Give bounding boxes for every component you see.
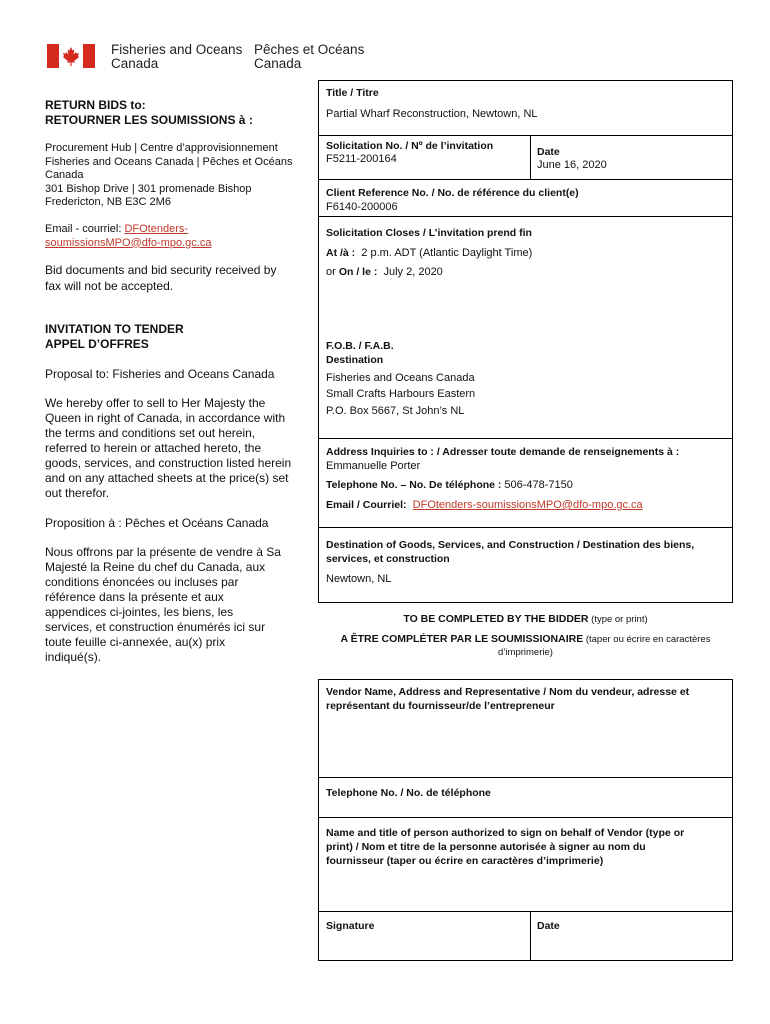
telephone bbox=[326, 478, 573, 492]
dept-en-line2: Canada bbox=[111, 56, 159, 71]
divider bbox=[318, 817, 733, 818]
dept-fr-line1: Pêches et Océans bbox=[254, 42, 365, 57]
vendor-label: Vendor Name, Address and Representative / Nom du vendeur, adresse et bbox=[326, 686, 690, 698]
contact-email-label: Email / Courriel: bbox=[326, 499, 407, 511]
offer-fr bbox=[45, 545, 307, 665]
fob-destination-label: Destination bbox=[326, 354, 384, 366]
contact-email bbox=[326, 498, 643, 512]
destination-value: Newtown, NL bbox=[326, 573, 392, 585]
inquiries-label: Address Inquiries to : / Adresser toute demande de renseignements à : bbox=[326, 446, 680, 458]
bidder-notice-en-note: (type or print) bbox=[588, 614, 648, 625]
offer-en bbox=[45, 396, 307, 501]
dept-en-line1: Fisheries and Oceans bbox=[111, 42, 243, 57]
divider bbox=[318, 438, 733, 439]
authorized-person-label-cont: fournisseur (taper ou écrire en caractères d’imprimerie) bbox=[326, 855, 604, 867]
email-label: Email - courriel: bbox=[45, 223, 125, 235]
telephone-value: 506-478-7150 bbox=[504, 479, 573, 491]
address-line: Canada bbox=[45, 169, 84, 181]
inquiries-value: Emmanuelle Porter bbox=[326, 460, 421, 472]
return-email bbox=[45, 223, 307, 250]
vendor-label-cont: représentant du fournisseur/de l’entrepreneur bbox=[326, 700, 555, 712]
fob-label: F.O.B. / F.A.B. bbox=[326, 340, 394, 352]
proposal-en: Proposal to: Fisheries and Oceans Canada bbox=[45, 367, 275, 381]
fax-note-line: Bid documents and bid security received by bbox=[45, 263, 277, 277]
invitation-title-en: INVITATION TO TENDER bbox=[45, 322, 184, 336]
address-line: Fisheries and Oceans Canada | Pêches et Océans bbox=[45, 155, 293, 168]
email-link-cont[interactable]: soumissionsMPO@dfo-mpo.gc.ca bbox=[45, 236, 212, 249]
on-label: On / le : bbox=[338, 266, 378, 278]
solicitation-closes-label: Solicitation Closes / L’invitation prend fin bbox=[326, 227, 532, 239]
fob-value: P.O. Box 5667, St John’s NL bbox=[326, 405, 465, 417]
canada-flag-icon bbox=[47, 44, 95, 68]
offer-line: appendices ci-jointes, les biens, les bbox=[45, 605, 234, 619]
fax-note-line: fax will not be accepted. bbox=[45, 279, 174, 293]
divider bbox=[318, 911, 733, 912]
offer-line: référence dans la présente et aux bbox=[45, 590, 224, 604]
title-value: Partial Wharf Reconstruction, Newtown, NL bbox=[326, 108, 538, 120]
divider bbox=[318, 179, 733, 180]
department-name-en bbox=[111, 43, 242, 71]
offer-line: services, et construction énumérés ici sur bbox=[45, 620, 266, 634]
at-value: 2 p.m. ADT (Atlantic Daylight Time) bbox=[361, 247, 533, 259]
signature-field[interactable] bbox=[319, 933, 529, 960]
solicitation-number-label: Solicitation No. / Nº de l’invitation bbox=[326, 140, 494, 152]
address-line: Fredericton, NB E3C 2M6 bbox=[45, 196, 171, 208]
offer-line: the terms and conditions set out herein, bbox=[45, 426, 256, 440]
authorized-person-label: Name and title of person authorized to sign on behalf of Vendor (type or bbox=[326, 827, 685, 839]
bidder-notice-en bbox=[318, 613, 733, 626]
divider bbox=[318, 527, 733, 528]
bidder-notice-fr-note: (taper ou écrire en caractères bbox=[583, 634, 711, 645]
fob-value: Small Crafts Harbours Eastern bbox=[326, 388, 476, 400]
address-line: 301 Bishop Drive | 301 promenade Bishop bbox=[45, 182, 252, 195]
offer-line: Nous offrons par la présente de vendre à Sa bbox=[45, 545, 281, 559]
on-value: July 2, 2020 bbox=[383, 266, 443, 278]
signature-label: Signature bbox=[326, 920, 375, 932]
vendor-name-field[interactable] bbox=[319, 714, 732, 776]
return-title-en: RETURN BIDS to: bbox=[45, 98, 146, 112]
or-label: or bbox=[326, 266, 339, 278]
destination-label-cont: services, et construction bbox=[326, 553, 450, 565]
offer-line: Majesté la Reine du chef du Canada, aux bbox=[45, 560, 266, 574]
divider bbox=[530, 135, 531, 179]
vendor-telephone-field[interactable] bbox=[319, 800, 732, 816]
bidder-notice-fr-bold: A ÊTRE COMPLÉTER PAR LE SOUMISSIONAIRE bbox=[340, 633, 584, 645]
offer-line: We hereby offer to sell to Her Majesty the bbox=[45, 396, 266, 410]
signature-date-label: Date bbox=[537, 920, 560, 932]
client-reference-value: F6140-200006 bbox=[326, 201, 398, 213]
authorized-person-label-cont: print) / Nom et titre de la personne autorisée à signer au nom du bbox=[326, 841, 646, 853]
address-line: Procurement Hub | Centre d’approvisionnement bbox=[45, 142, 278, 154]
bidder-notice-en-bold: TO BE COMPLETED BY THE BIDDER bbox=[403, 613, 589, 625]
at-label: At /à : bbox=[326, 247, 356, 259]
divider bbox=[318, 216, 733, 217]
offer-line: Queen in right of Canada, in accordance with bbox=[45, 411, 286, 425]
proposal-fr: Proposition à : Pêches et Océans Canada bbox=[45, 516, 269, 530]
date-value: June 16, 2020 bbox=[537, 159, 607, 171]
bidder-notice-fr bbox=[318, 633, 733, 659]
offer-line: indiqué(s). bbox=[45, 650, 102, 664]
divider bbox=[318, 135, 733, 136]
contact-email-link[interactable]: DFOtenders-soumissionsMPO@dfo-mpo.gc.ca bbox=[412, 499, 643, 511]
return-title-fr: RETOURNER LES SOUMISSIONS à : bbox=[45, 113, 253, 127]
bidder-notice-fr-note2: d’imprimerie) bbox=[498, 647, 553, 658]
offer-line: toute feuille ci-annexée, au(x) prix bbox=[45, 635, 226, 649]
destination-label: Destination of Goods, Services, and Construction / Destination des biens, bbox=[326, 539, 695, 551]
offer-line: goods, services, and construction listed herein bbox=[45, 456, 292, 470]
vendor-telephone-label: Telephone No. / No. de téléphone bbox=[326, 787, 491, 799]
closing-date bbox=[326, 265, 443, 279]
divider bbox=[318, 777, 733, 778]
date-label: Date bbox=[537, 146, 560, 158]
department-name-fr bbox=[254, 43, 364, 71]
invitation-title-fr: APPEL D’OFFRES bbox=[45, 337, 149, 351]
offer-line: referred to herein or attached hereto, the bbox=[45, 441, 262, 455]
telephone-label: Telephone No. – No. De téléphone : bbox=[326, 479, 505, 491]
dept-fr-line2: Canada bbox=[254, 56, 302, 71]
signature-date-field[interactable] bbox=[531, 933, 732, 960]
solicitation-number-value: F5211-200164 bbox=[326, 153, 397, 165]
return-address bbox=[45, 142, 307, 210]
authorized-person-field[interactable] bbox=[319, 870, 732, 910]
fax-note bbox=[45, 262, 307, 294]
offer-line: out therefor. bbox=[45, 486, 110, 500]
offer-line: and on any attached sheets at the price(s) set bbox=[45, 471, 289, 485]
email-link[interactable]: DFOtenders- bbox=[124, 223, 189, 235]
client-reference-label: Client Reference No. / No. de référence du client(e) bbox=[326, 187, 579, 199]
title-label: Title / Titre bbox=[326, 87, 379, 99]
return-bids-heading bbox=[45, 98, 307, 128]
offer-line: conditions énoncées ou incluses par bbox=[45, 575, 239, 589]
fob-value: Fisheries and Oceans Canada bbox=[326, 372, 475, 384]
closing-time bbox=[326, 246, 532, 260]
invitation-heading bbox=[45, 322, 307, 352]
